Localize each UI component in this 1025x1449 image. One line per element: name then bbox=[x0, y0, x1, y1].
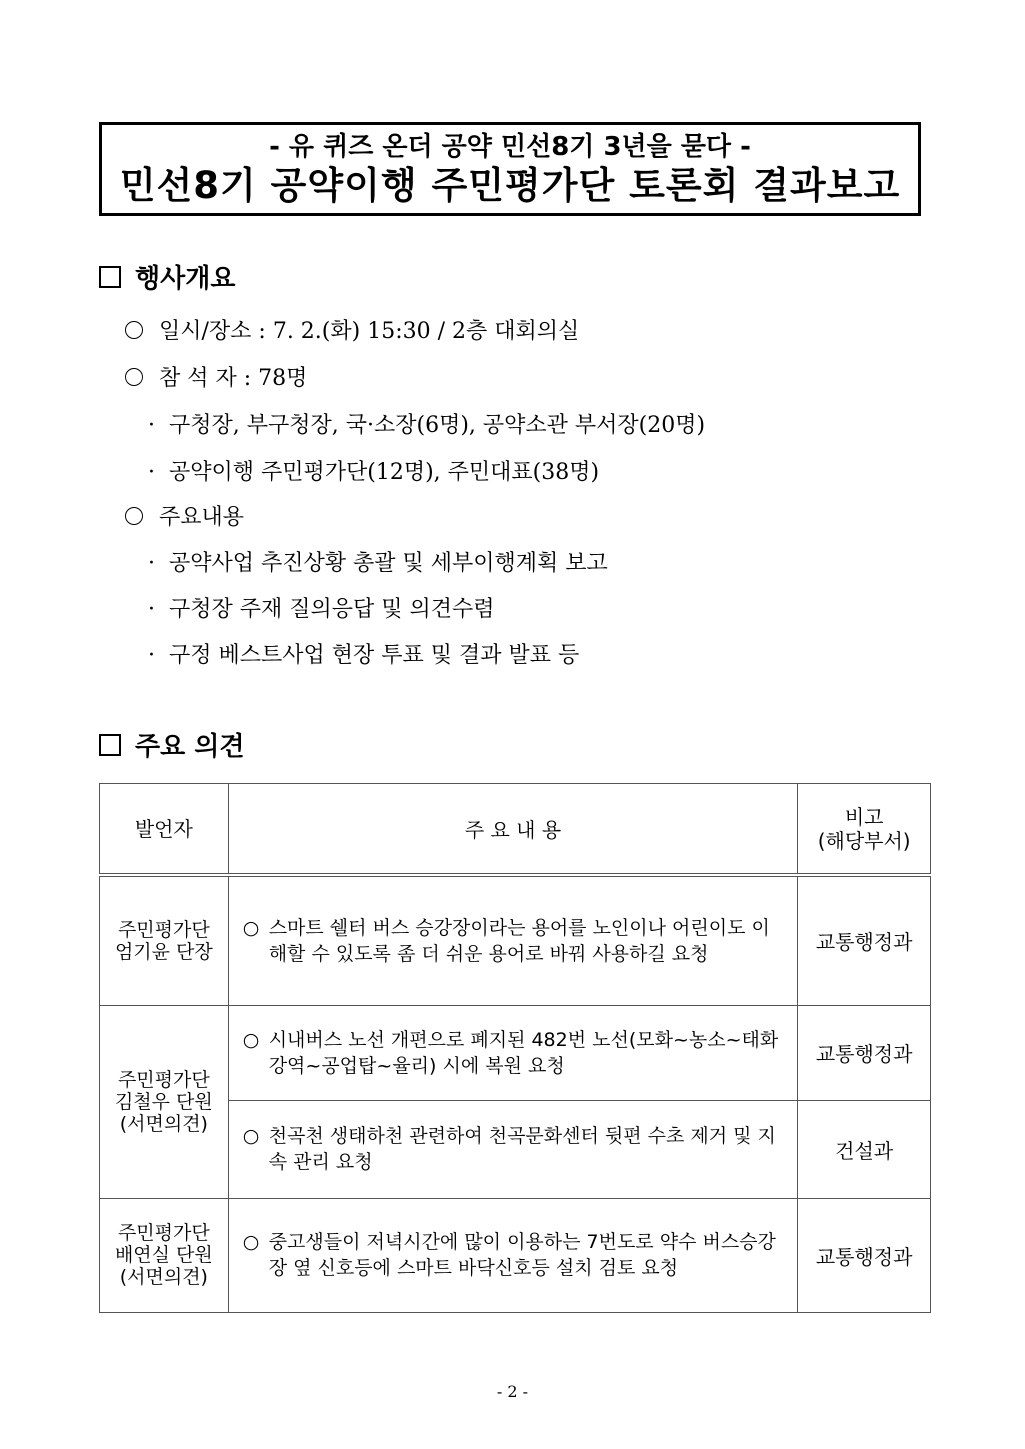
overview-attendees: 참 석 자 : 78명 bbox=[125, 361, 307, 392]
opinions-table bbox=[99, 783, 931, 1313]
overview-content-label: 주요내용 bbox=[125, 500, 244, 531]
speaker-cell: 주민평가단 김철우 단원 (서면의견) bbox=[100, 1005, 229, 1198]
content-cell: ○ 천곡천 생태하천 관련하여 천곡문화센터 뒷편 수초 제거 및 지속 관리 요청 bbox=[228, 1100, 798, 1198]
overview-datetime: 일시/장소 : 7. 2.(화) 15:30 / 2층 대회의실 bbox=[125, 314, 579, 345]
page-number: - 2 - bbox=[496, 1382, 529, 1401]
circle-bullet-icon bbox=[125, 368, 143, 386]
section-opinions-heading: 주요 의견 bbox=[99, 726, 245, 763]
attendee-item: · 공약이행 주민평가단(12명), 주민대표(38명) bbox=[148, 460, 600, 485]
table-row bbox=[100, 1198, 931, 1312]
attendee-item: · 구청장, 부구청장, 국·소장(6명), 공약소관 부서장(20명) bbox=[148, 413, 706, 438]
dept-cell: 교통행정과 bbox=[798, 1005, 931, 1100]
header-speaker: 발언자 bbox=[100, 784, 229, 876]
dept-cell: 교통행정과 bbox=[798, 1198, 931, 1312]
table-row bbox=[100, 1005, 931, 1100]
content-cell: ○ 시내버스 노선 개편으로 폐지된 482번 노선(모화~농소~태화강역~공업탑~율리) 시에 복원 요청 bbox=[228, 1005, 798, 1100]
speaker-cell: 주민평가단 배연실 단원 (서면의견) bbox=[100, 1198, 229, 1312]
checkbox-square-icon bbox=[99, 266, 121, 288]
content-item: · 공약사업 추진상황 총괄 및 세부이행계획 보고 bbox=[148, 551, 608, 576]
report-title: 민선8기 공약이행 주민평가단 토론회 결과보고 bbox=[119, 164, 901, 207]
speaker-cell: 주민평가단 엄기윤 단장 bbox=[100, 875, 229, 1005]
section-overview-heading: 행사개요 bbox=[99, 258, 235, 295]
table-row bbox=[100, 875, 931, 1005]
content-item: · 구정 베스트사업 현장 투표 및 결과 발표 등 bbox=[148, 643, 580, 668]
report-subtitle: - 유 퀴즈 온더 공약 민선8기 3년을 묻다 - bbox=[269, 132, 751, 162]
circle-bullet-icon bbox=[125, 507, 143, 525]
report-title-box bbox=[99, 122, 921, 216]
checkbox-square-icon bbox=[99, 734, 121, 756]
dept-cell: 교통행정과 bbox=[798, 875, 931, 1005]
content-item: · 구청장 주재 질의응답 및 의견수렴 bbox=[148, 597, 495, 622]
content-cell: ○ 중고생들이 저녁시간에 많이 이용하는 7번도로 약수 버스승강장 옆 신호등에 스마트 바닥신호등 설치 검토 요청 bbox=[228, 1198, 798, 1312]
dept-cell: 건설과 bbox=[798, 1100, 931, 1198]
content-cell: ○ 스마트 쉘터 버스 승강장이라는 용어를 노인이나 어린이도 이해할 수 있도록 좀 더 쉬운 용어로 바꿔 사용하길 요청 bbox=[228, 875, 798, 1005]
table-header-row bbox=[100, 784, 931, 876]
circle-bullet-icon bbox=[125, 321, 143, 339]
header-content: 주 요 내 용 bbox=[228, 784, 798, 876]
header-dept: 비고 (해당부서) bbox=[798, 784, 931, 876]
